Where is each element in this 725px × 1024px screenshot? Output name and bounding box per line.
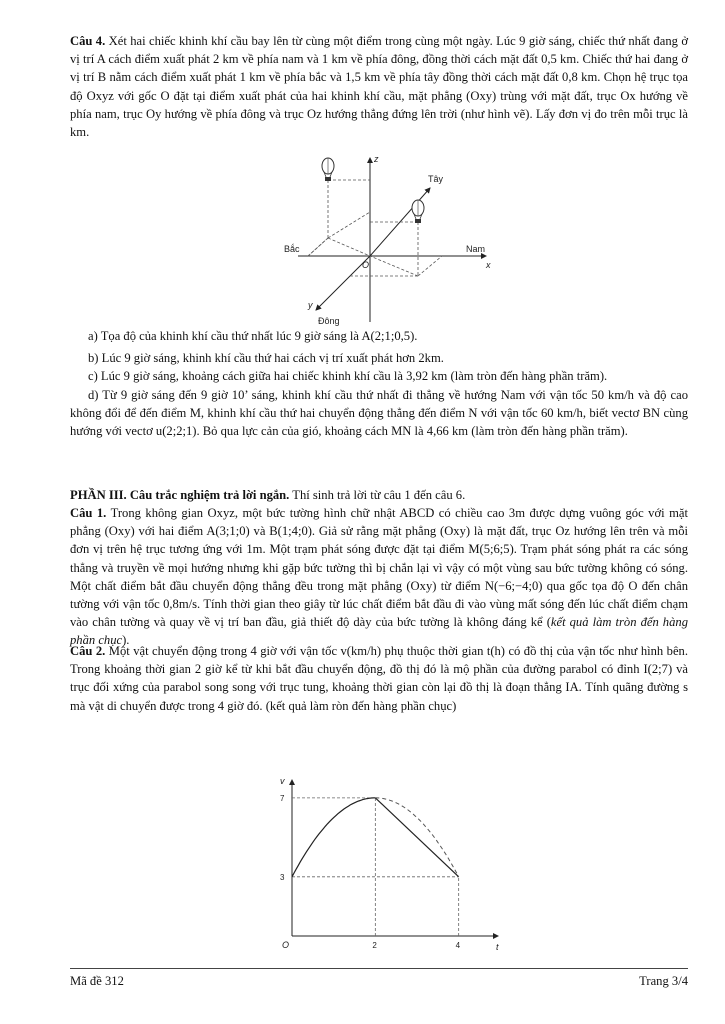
question-4 <box>70 32 688 141</box>
balloon-axes-figure <box>278 152 500 328</box>
label-axis-y: y <box>308 300 313 310</box>
question-1 <box>70 504 688 650</box>
origin-label: O <box>282 940 290 950</box>
q4-item-c: c) Lúc 9 giờ sáng, khoảng cách giữa hai chiếc khinh khí cầu là 3,92 km (làm tròn đến hàng phần trăm). <box>88 369 608 383</box>
question-1-italic: kết quả làm tròn đến hàng phần chục <box>70 615 688 648</box>
question-2-text: Một vật chuyển động trong 4 giờ với vận tốc v(km/h) phụ thuộc thời gian t(h) có đồ thị của vận tốc như hình bên. Trong khoảng thời gian 2 giờ kể từ khi bắt đầu chuyển động, đồ thị đó là mộ phần của đường parabol có đỉnh I(2;7) và trục đối xứng của parabol song song với trục tung, khoảng thời gian còn lại đồ thị là đoạn thẳng IA. Tính quãng đường s mà vật di chuyển được trong 4 giờ đó. (kết quả làm ròn đến hàng phần chục) <box>70 644 688 713</box>
question-4-text: Xét hai chiếc khinh khí cầu bay lên từ cùng một điểm trong cùng một ngày. Lúc 9 giờ sáng, chiếc thứ nhất đang ở vị trí A cách điểm xuất phát 2 km về phía nam và 1 km về phía đông, đồng thời cách mặt đất 0,5 km. Chiếc thứ hai đang ở vị trí B nằm cách điểm xuất phát 1 km về phía bắc và 1,5 km về phía tây đồng thời cách mặt đất 0,8 km. Chọn hệ trục tọa độ Oxyz với gốc O đặt tại điểm xuất phát của hai khinh khí cầu, mặt phẳng (Oxy) trùng với mặt đất, trục Ox hướng về phía nam, trục Oy hướng về phía đông và trục Oz hướng thẳng đứng lên trời (như hình vẽ). Lấy đơn vị đo trên mỗi trục là km. <box>70 34 688 140</box>
v-axis-label: v <box>280 776 285 786</box>
label-bac: Bắc <box>284 244 300 254</box>
q4-item-b: b) Lúc 9 giờ sáng, khinh khí cầu thứ hai cách vị trí xuất phát hơn 2km. <box>88 351 444 365</box>
q4-item-d: d) Từ 9 giờ sáng đến 9 giờ 10’ sáng, khinh khí cầu thứ nhất đi thẳng về hướng Nam với vận tốc 50 km/h và độ cao không đổi để đến điểm M, khinh khí cầu thứ hai chuyển động thẳng đến điểm N với vận tốc 60 km/h, biết vectơ BN cùng hướng với vectơ u(2;2;1). Bỏ qua lực cản của gió, khoảng cách MN là 4,66 km (làm tròn đến hàng phần trăm). <box>70 388 688 439</box>
footer-divider <box>70 968 688 969</box>
question-1-tail: ). <box>122 633 130 648</box>
footer-page-number: Trang 3/4 <box>639 974 688 988</box>
balloon-a-icon <box>412 200 424 223</box>
x-tick-2: 2 <box>372 941 377 950</box>
question-1-text: Trong không gian Oxyz, một bức tường hình chữ nhật ABCD có chiều cao 3m được dựng vuông góc với mặt phẳng (Oxy) với hai điểm A(3;1;0) và B(1;4;0). Giả sử rằng mặt phẳng (Oxy) là mặt đất, trục Oz hướng lên trên và mỗi đơn vị trên hệ trục tương ứng với 1m. Một trạm phát sóng được đặt tại điểm M(5;6;5). Trạm phát sóng phát ra các sóng thẳng và truyền về mọi hướng nhưng khi gặp bức tường thì bị chắn lại vì vậy có một vùng sau bức tường không có sóng. Một chất điểm bắt đầu chuyển động thẳng đều trong mặt phẳng (Oxy) từ điểm N(−6;−4;0) qua gốc tọa độ O đến chân tường với vận tốc 0,8m/s. Tính thời gian theo giây từ lúc chất điểm bắt đầu đi vào vùng mất sóng đến lúc chất điểm chạm vào chân tường và quay về vị trí ban đầu, giả thiết độ dày của bức tường là không đáng kể ( <box>70 506 688 630</box>
y-tick-3: 3 <box>280 872 285 882</box>
x-tick-4: 4 <box>455 941 461 950</box>
question-1-label: Câu 1. <box>70 506 107 520</box>
label-dong: Đông <box>318 316 340 326</box>
label-axis-x: x <box>486 260 491 270</box>
footer-exam-code: Mã đề 312 <box>70 974 124 988</box>
series-IA <box>375 798 458 877</box>
t-axis-label: t <box>496 942 499 950</box>
y-tick-7: 7 <box>280 793 285 803</box>
balloon-b-icon <box>322 158 334 181</box>
label-axis-z: z <box>374 154 379 164</box>
label-tay: Tây <box>428 174 444 184</box>
part3-note: Thí sinh trả lời từ câu 1 đến câu 6. <box>292 488 466 502</box>
series-parabol <box>292 798 375 877</box>
label-nam: Nam <box>466 244 486 254</box>
label-origin: O <box>362 260 370 270</box>
question-4-label: Câu 4. <box>70 34 106 48</box>
q4-item-a: a) Tọa độ của khinh khí cầu thứ nhất lúc 9 giờ sáng là A(2;1;0,5). <box>88 329 418 343</box>
question-2-label: Câu 2. <box>70 644 106 658</box>
question-2 <box>70 642 688 715</box>
part3-heading <box>70 486 688 504</box>
part3-title: PHẦN III. Câu trắc nghiệm trả lời ngắn. <box>70 488 290 502</box>
velocity-chart <box>262 770 512 950</box>
